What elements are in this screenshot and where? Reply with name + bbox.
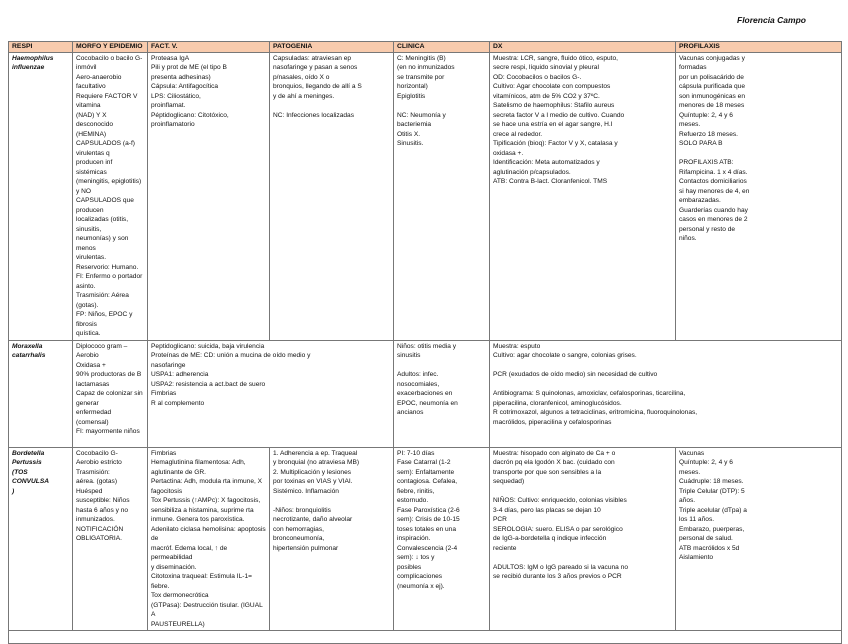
cell-line: crece al rededor. — [493, 130, 543, 138]
cell-line: sequedad) — [493, 478, 525, 485]
cell-line: Pertactina: Adh, modula rta inmune, X — [151, 478, 263, 485]
cell-line: son inmunogénicas en — [679, 92, 745, 100]
cell-line: Requiere FACTOR V vitamina — [76, 92, 138, 109]
cell-line: reciente — [493, 544, 517, 552]
cell-factv — [148, 52, 270, 340]
cell-line: Péptidoglicano: Citotóxico, — [151, 111, 229, 119]
cell-line: Epiglotitis — [397, 92, 426, 100]
cell-line: Refuerzo 18 meses. — [679, 130, 739, 138]
cell-line: (NAD) Y X desconocido — [76, 111, 114, 128]
cell-line — [493, 553, 672, 563]
cell-line: Muestra: LCR, sangre, fluido ótico, esputo, — [493, 54, 618, 62]
cell-patogenia — [270, 52, 394, 340]
cell-line: Capsuladas: atraviesan ep — [273, 54, 352, 62]
header-morfo: MORFO Y EPIDEMIO — [73, 42, 148, 53]
cell-line: PCR — [493, 516, 507, 523]
cell-line: se hace una estría en el agar sangre, H.I — [493, 121, 613, 128]
cell-line: Hemaglutinina filamentosa: Adh, — [151, 459, 246, 466]
cell-line: se recibió durante los 3 años previos o PCR — [493, 573, 622, 580]
cell-line: Cuádruple: 18 meses. — [679, 478, 744, 485]
cell-line: 3-4 días, pero las placas se dejan 10 — [493, 506, 601, 514]
cell-line: bacteriemia — [397, 121, 432, 128]
row-bordetella — [9, 447, 842, 631]
cell-line: NIÑOS: Cultivo: enriquecido, colonias visibles — [493, 497, 627, 504]
cell-line: Aislamiento — [679, 554, 714, 561]
cell-line: Triple acelular (dTpa) a — [679, 506, 747, 514]
cell-line: lactamasas — [76, 380, 110, 388]
cell-line: NC: Neumonía y — [397, 111, 446, 119]
cell-line: virulentas. — [76, 254, 107, 261]
cell-line: Huésped — [76, 487, 103, 495]
cell-line: aglutinación p/capsulados. — [493, 168, 571, 176]
cell-dx — [490, 52, 676, 340]
cell-line: C: Meningitis (B) — [397, 54, 446, 62]
cell-factv — [148, 340, 394, 447]
cell-line: susceptible: Niños — [76, 497, 130, 504]
cell-line: ancianos — [397, 409, 424, 416]
header-patogenia: PATOGENIA — [270, 42, 394, 53]
cell-line: (en no inmunizados — [397, 64, 455, 71]
cell-clinica — [394, 447, 490, 631]
cell-line: p/nasales, oído X o — [273, 73, 330, 81]
cell-line: bronquios, llegando de allí a S — [273, 83, 362, 90]
cell-line: Fimbrias — [151, 449, 177, 457]
cell-line: CAPSULADOS que producen — [76, 197, 134, 214]
cell-line: vitamínicos, atm de 5% CO2 y 37ºC. — [493, 92, 600, 100]
cell-line: formadas — [679, 64, 707, 71]
cell-line: (GTPasa): Destrucción tisular. (IGUAL A — [151, 601, 263, 618]
cell-line: meses. — [679, 468, 701, 476]
cell-morfo — [73, 52, 148, 340]
cell-line: Cultivo: agar chocolate o sangre, colonias grises. — [493, 352, 637, 359]
cell-line: Fase Paroxística (2-6 — [397, 506, 460, 514]
cell-line: Aerobio — [76, 352, 99, 359]
cell-line: Proteasa IgA — [151, 54, 190, 62]
cell-name — [9, 447, 73, 631]
cell-line: piperacilina, cloranfenicol, aminoglucósidos. — [493, 399, 622, 407]
cell-line: neumonías) y son menos — [76, 235, 129, 252]
cell-profilaxis — [676, 447, 842, 631]
cell-dx — [490, 447, 676, 631]
cell-line: por un polisacárido de — [679, 73, 744, 81]
cell-line: ADULTOS: IgM o IgG pareado si la vacuna no — [493, 563, 628, 571]
cell-line: Tipificación (bioq): Factor V y X, catalasa y — [493, 140, 618, 147]
cell-line: SEROLOGIA: suero. ELISA o par serológico — [493, 525, 623, 533]
cell-line: contagiosa. Cefalea, — [397, 478, 458, 485]
cell-line: sem): Crisis de 10-15 — [397, 516, 460, 523]
cell-line: macróf. Edema local, ↑ de permeabilidad — [151, 544, 228, 561]
cell-line: complicaciones — [397, 573, 443, 580]
header-profilaxis: PROFILAXIS — [676, 42, 842, 53]
cell-line: NOTIFICACIÓN — [76, 525, 124, 533]
cell-line: Triple Celular (DTP): 5 — [679, 487, 745, 495]
cell-line: enfermedad (comensal) — [76, 409, 112, 426]
cell-line: CAPSULADOS (a-f) virulentas q — [76, 140, 135, 157]
cell-line: inmune. Genera tos paroxística. — [151, 516, 245, 523]
cell-line: Reservorio: Humano. — [76, 263, 139, 271]
cell-line — [493, 487, 672, 497]
cell-line: Niños: otitis media y — [397, 342, 456, 350]
cell-line: Diplococo gram – — [76, 342, 128, 350]
cell-line: ATB macrólidos x 5d — [679, 544, 740, 552]
cell-line: 2. Multiplicación y lesiones — [273, 468, 352, 476]
cell-line: Peptidoglicano: suicida, baja virulencia — [151, 342, 265, 350]
cell-line: Otitis X. — [397, 130, 421, 138]
cell-line: Tox Pertussis (↑AMPc): X fagocitosis, — [151, 497, 261, 504]
cell-line: quística. — [76, 330, 101, 337]
cell-line: Vacunas — [679, 449, 705, 457]
header-respi: RESPI — [9, 42, 73, 53]
cell-line: localizadas (otitis, sinusitis, — [76, 216, 129, 233]
cell-line: Trasmisión: Aérea (gotas). — [76, 292, 129, 309]
cell-line: con hemorragias, — [273, 525, 324, 533]
cell-line: USPA2: resistencia a act.bact de suero — [151, 380, 266, 388]
cell-line: Embarazo, puerperas, — [679, 525, 745, 533]
cell-line: macrólidos, piperacilina y cefalosporinas — [493, 418, 612, 426]
cell-line: (HEMINA) — [76, 130, 107, 138]
cell-line: Rifampicina. 1 x 4 días. — [679, 168, 748, 176]
cell-name — [9, 340, 73, 447]
cell-line: inmunizados. — [76, 516, 115, 523]
cell-line: menores de 18 meses — [679, 102, 745, 109]
cell-clinica — [394, 52, 490, 340]
cell-line: casos en menores de 2 — [679, 216, 748, 223]
row-moraxella — [9, 340, 842, 447]
cell-line: posibles — [397, 563, 422, 571]
cell-line: Cápsula: Antifagocítica — [151, 83, 219, 90]
cell-line: aglutinante de GR. — [151, 468, 206, 476]
cell-line — [397, 101, 486, 111]
header-clinica: CLINICA — [394, 42, 490, 53]
cell-line: secre respi, líquido sinovial y pleural — [493, 64, 599, 71]
cell-line: producen inf sistémicas — [76, 159, 113, 176]
cell-line: Capaz de colonizar sin generar — [76, 390, 143, 407]
cell-line: Identificación: Meta automatizados y — [493, 159, 600, 166]
cell-line: los 11 años. — [679, 516, 715, 523]
cell-line: Trasmisión: — [76, 468, 110, 476]
cell-line: Pili y prot de ME (el tipo B — [151, 64, 227, 71]
cell-line: meses. — [679, 121, 701, 128]
cell-line: hasta 6 años y no — [76, 506, 129, 514]
cell-line: Aerobio estricto — [76, 459, 122, 466]
row-haemophilus — [9, 52, 842, 340]
cell-line — [493, 361, 838, 371]
row-empty — [9, 631, 842, 644]
cell-line: Quíntuple: 2, 4 y 6 — [679, 459, 733, 466]
cell-line: oxidasa +. — [493, 149, 524, 157]
cell-dx — [490, 340, 842, 447]
cell-line: FI: Enfermo o portador asinto. — [76, 273, 143, 290]
cell-line: Sistémico. Inflamación — [273, 487, 339, 495]
cell-morfo — [73, 447, 148, 631]
cell-line: cápsula purificada que — [679, 83, 745, 90]
cell-line: y bronquial (no atraviesa MB) — [273, 459, 360, 466]
cell-line: Fase Catarral (1-2 — [397, 459, 451, 466]
cell-line: nasofaringe — [151, 361, 186, 369]
cell-line: Guarderías cuando hay — [679, 206, 748, 214]
cell-line: Satelismo de haemophilus: Stafilo aureus — [493, 102, 615, 109]
cell-line: Proteínas de ME: CD: unión a mucina de oído medio y — [151, 352, 311, 359]
cell-line: CONVULSA — [12, 478, 49, 485]
cell-line: nasofaringe y pasan a senos — [273, 64, 358, 71]
cell-line: Sinusitis. — [397, 140, 424, 147]
cell-line: Cultivo: Agar chocolate con compuestos — [493, 83, 611, 90]
cell-line: FP: Niños, EPOC y fibrosis — [76, 311, 133, 328]
cell-line: de IgG-a-bordetella q indique infección — [493, 535, 607, 542]
cell-line: ) — [12, 487, 15, 495]
cell-line: R cotrimoxazol, algunos a tetraciclinas, eritromicina, fluoroquinolonas, — [493, 409, 698, 416]
cell-line: por toxinas en VIAS y VIAI. — [273, 478, 353, 485]
cell-line: Oxidasa + — [76, 361, 106, 369]
cell-line: R al complemento — [151, 399, 205, 407]
cell-line: Cocobacilo o bacilo G- inmóvil — [76, 54, 143, 71]
cell-line: proinflamat. — [151, 102, 186, 109]
cell-line: Fimbrias — [151, 390, 177, 397]
cell-line: transporte por que son sensibles a la — [493, 468, 602, 476]
cell-line: hipertensión pulmonar — [273, 544, 339, 552]
cell-line: fiebre, rinitis, — [397, 487, 435, 495]
cell-line — [273, 496, 390, 506]
cell-line: embarazadas. — [679, 197, 721, 204]
cell-empty — [9, 631, 842, 644]
cell-line: PCR (exudados de oído medio) sin necesidad de cultivo — [493, 371, 658, 378]
cell-line: personal y resto de — [679, 225, 736, 233]
cell-line: Pertussis — [12, 459, 42, 466]
cell-line: Moraxella — [12, 342, 43, 350]
header-factv: FACT. V. — [148, 42, 270, 53]
cell-line: necrotizante, daño alveolar — [273, 516, 353, 523]
cell-line: OBLIGATORIA. — [76, 535, 122, 542]
cell-line: Citotoxina traqueal: Estimula IL-1= fiebre. — [151, 573, 252, 590]
cell-patogenia — [270, 447, 394, 631]
cell-line: sinusitis — [397, 352, 421, 359]
cell-line: nosocomiales, — [397, 380, 440, 388]
cell-line: estornudo. — [397, 497, 429, 504]
cell-line: personal de salud. — [679, 535, 733, 542]
cell-line: exacerbaciones en — [397, 390, 453, 397]
author-name: Florencia Campo — [737, 15, 806, 25]
cell-line: Muestra: esputo — [493, 342, 541, 350]
cell-line: 1. Adherencia a ep. Traqueal — [273, 449, 358, 457]
cell-line: (meningitis, epiglotitis) y NO — [76, 178, 142, 195]
cell-line: toses totales en una — [397, 525, 457, 533]
cell-line — [273, 101, 390, 111]
cell-line: PAUSTEURELLA) — [151, 620, 205, 628]
cell-line: bronconeumonía, — [273, 535, 325, 542]
cell-line: y de ahí a meninges. — [273, 92, 335, 100]
cell-line: FI: mayormente niños — [76, 428, 140, 435]
cell-line: (TOS — [12, 468, 28, 476]
cell-line: OD: Cocobacilos o bacilos G-. — [493, 73, 582, 81]
header-row — [9, 42, 842, 53]
cell-name — [9, 52, 73, 340]
cell-line: EPOC, neumonía en — [397, 399, 458, 407]
cell-line: Adenilato ciclasa hemolisina: apoptosis de — [151, 525, 266, 542]
cell-line: dacrón pq ela lgodón X bac. (cuidado con — [493, 459, 615, 466]
cell-line: -Niños: bronquiolitis — [273, 506, 331, 514]
cell-line: Aero-anaerobio facultativo — [76, 73, 122, 90]
cell-line: 90% productoras de B — [76, 371, 142, 378]
cell-line: años. — [679, 497, 696, 504]
cell-line: niños. — [679, 235, 697, 242]
cell-morfo — [73, 340, 148, 447]
cell-line: sem): Enfaltamente — [397, 468, 455, 476]
respiratory-bacteria-table — [8, 41, 842, 644]
cell-profilaxis — [676, 52, 842, 340]
cell-line — [679, 149, 838, 159]
cell-line: (neumonía x ej). — [397, 582, 445, 590]
cell-line: secreta factor V a l medio de cultivo. Cuando — [493, 111, 625, 119]
cell-line — [397, 361, 486, 371]
cell-factv — [148, 447, 270, 631]
cell-line: se transmite por — [397, 73, 445, 81]
cell-line: y diseminación. — [151, 563, 197, 571]
cell-line: presenta adhesinas) — [151, 73, 211, 81]
cell-line: LPS: Ciliostático, — [151, 92, 201, 100]
cell-line: inspiración. — [397, 535, 431, 542]
cell-line: USPA1: adherencia — [151, 371, 209, 378]
cell-line: proinflamatorio — [151, 121, 195, 128]
cell-clinica — [394, 340, 490, 447]
cell-line: si hay menores de 4, en — [679, 187, 750, 195]
cell-line: NC: Infecciones localizadas — [273, 111, 354, 119]
cell-line: Cocobacilo G- — [76, 449, 118, 457]
cell-line: sensibiliza a histamina, suprime rta — [151, 506, 254, 514]
cell-line: Tox dermonecrótica — [151, 592, 209, 599]
cell-line: ATB: Contra B-lact. Cloranfenicol. TMS — [493, 178, 608, 185]
cell-line: Haemophilus — [12, 54, 54, 62]
cell-line: fagocitosis — [151, 487, 183, 495]
cell-line: Quíntuple: 2, 4 y 6 — [679, 111, 733, 119]
cell-line: Antibiograma: S quinolonas, amoxiclav, cefalosporinas, ticarcilina, — [493, 390, 686, 397]
cell-line: aérea. (gotas) — [76, 478, 118, 485]
cell-line: Bordetella — [12, 449, 45, 457]
cell-line: PI: 7-10 días — [397, 449, 435, 457]
cell-line: catarrhalis — [12, 352, 46, 359]
cell-line: Convalescencia (2-4 — [397, 544, 458, 552]
cell-line: Vacunas conjugadas y — [679, 54, 745, 62]
cell-line: influenzae — [12, 64, 45, 71]
cell-line: Adultos: infec. — [397, 371, 439, 378]
cell-line — [493, 380, 838, 390]
header-dx: DX — [490, 42, 676, 53]
cell-line: PROFILAXIS ATB: — [679, 159, 734, 166]
cell-line: sem): ↓ tos y — [397, 554, 435, 561]
cell-line: horizontal) — [397, 83, 428, 90]
cell-line: Contactos domiciliarios — [679, 178, 747, 185]
cell-line: Muestra: hisopado con alginato de Ca + o — [493, 449, 616, 457]
cell-line: SOLO PARA B — [679, 140, 723, 147]
